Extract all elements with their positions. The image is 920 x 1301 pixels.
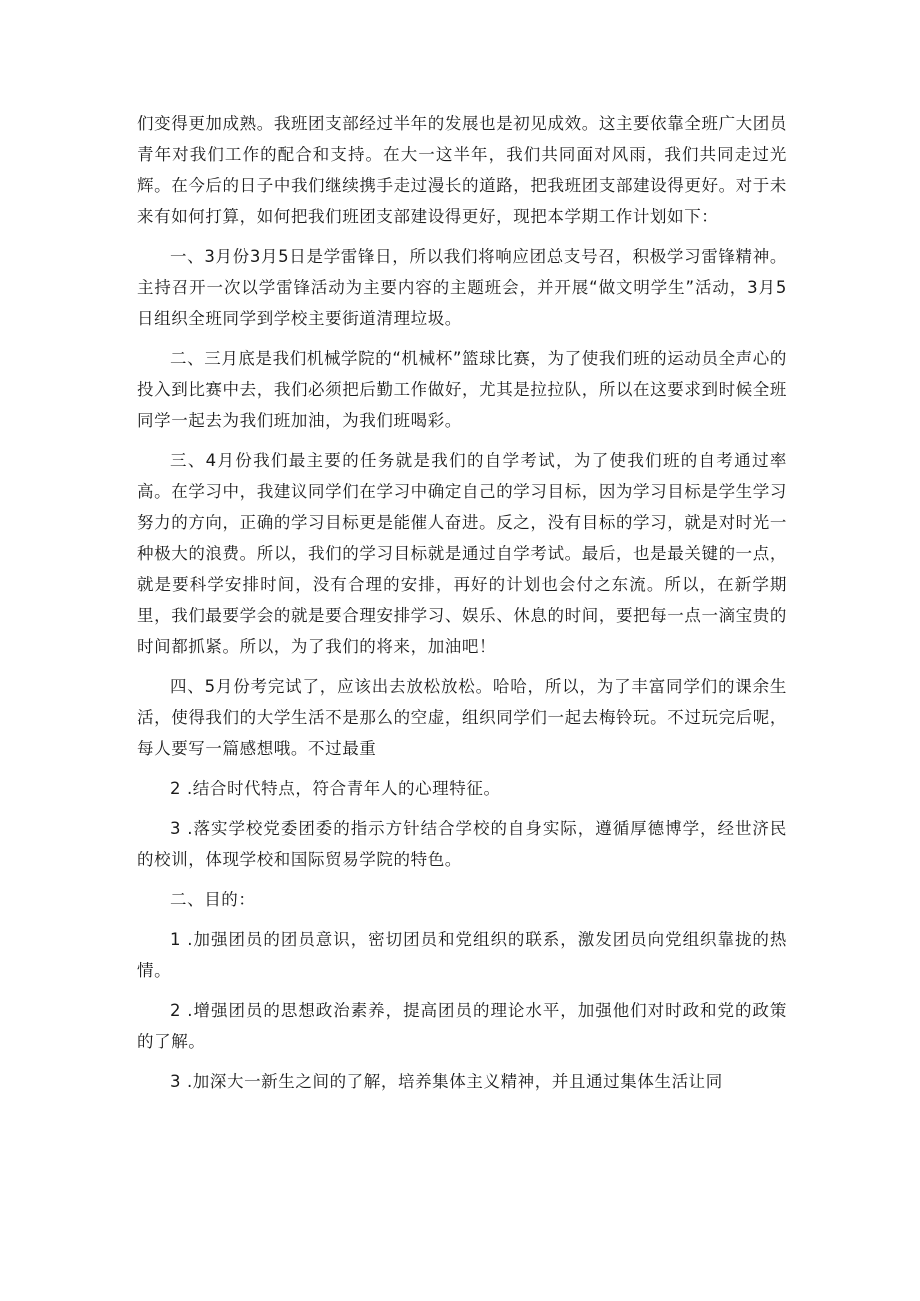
document-body	[137, 108, 787, 1106]
paragraph-plan-april-exam: 三、4月份我们最主要的任务就是我们的自学考试，为了使我们班的自考通过率高。在学习中，我建议同学们在学习中确定自己的学习目标，因为学习目标是学生学习努力的方向，正确的学习目标更是能催人奋进。反之，没有目标的学习，就是对时光一种极大的浪费。所以，我们的学习目标就是通过自学考试。最后，也是最关键的一点，就是要科学安排时间，没有合理的安排，再好的计划也会付之东流。所以，在新学期里，我们最要学会的就是要合理安排学习、娱乐、休息的时间，要把每一点一滴宝贵的时间都抓紧。所以，为了我们的将来，加油吧！	[137, 451, 787, 656]
paragraph-plan-march: 一、3月份3月5日是学雷锋日，所以我们将响应团总支号召，积极学习雷锋精神。主持召开一次以学雷锋活动为主要内容的主题班会，并开展“做文明学生”活动，3月5日组织全班同学到学校主要街道清理垃圾。	[137, 247, 787, 328]
list-item-purpose-2: 2 .增强团员的思想政治素养，提高团员的理论水平，加强他们对时政和党的政策的了解。	[137, 1001, 787, 1051]
list-item-principle-3: 3 .落实学校党委团委的指示方针结合学校的自身实际，遵循厚德博学，经世济民的校训，体现学校和国际贸易学院的特色。	[137, 819, 787, 869]
paragraph-plan-may-outing: 四、5月份考完试了，应该出去放松放松。哈哈，所以，为了丰富同学们的课余生活，使得我们的大学生活不是那么的空虚，组织同学们一起去梅铃玩。不过玩完后呢，每人要写一篇感想哦。不过最重	[137, 677, 787, 758]
section-heading-purpose: 二、目的：	[170, 890, 256, 909]
list-item-purpose-1: 1 .加强团员的团员意识，密切团员和党组织的联系，激发团员向党组织靠拢的热情。	[137, 930, 787, 980]
paragraph-intro-continuation: 们变得更加成熟。我班团支部经过半年的发展也是初见成效。这主要依靠全班广大团员青年对我们工作的配合和支持。在大一这半年，我们共同面对风雨，我们共同走过光辉。在今后的日子中我们继续携手走过漫长的道路，把我班团支部建设得更好。对于未来有如何打算，如何把我们班团支部建设得更好，现把本学期工作计划如下：	[137, 114, 787, 226]
list-item-principle-2: 2 .结合时代特点，符合青年人的心理特征。	[170, 779, 501, 798]
paragraph-plan-basketball: 二、三月底是我们机械学院的“机械杯”篮球比赛，为了使我们班的运动员全声心的投入到比赛中去，我们必须把后勤工作做好，尤其是拉拉队，所以在这要求到时候全班同学一起去为我们班加油，为我们班喝彩。	[137, 349, 787, 430]
list-item-purpose-3: 3 .加深大一新生之间的了解，培养集体主义精神，并且通过集体生活让同	[170, 1072, 723, 1091]
